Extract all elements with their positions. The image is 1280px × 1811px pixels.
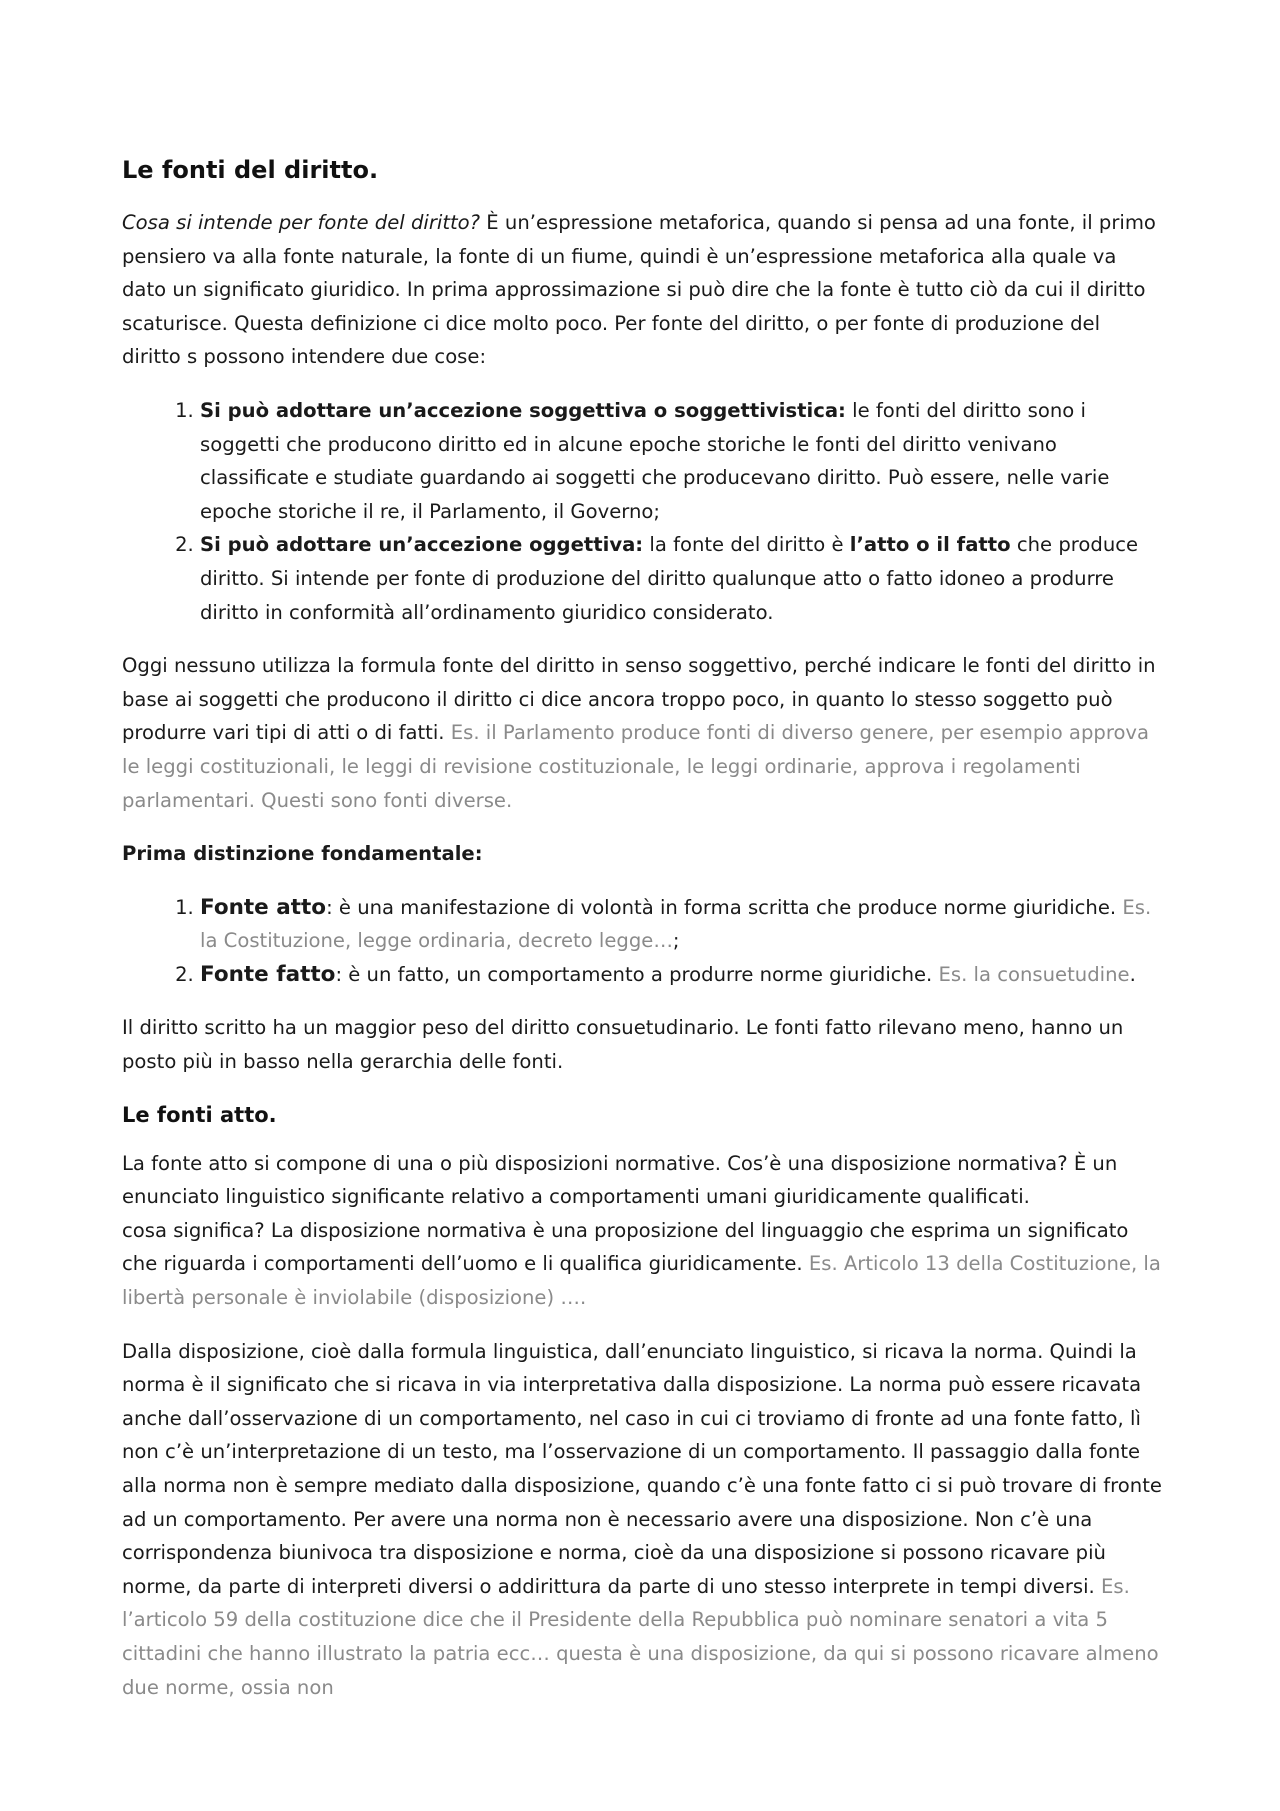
accezione-oggettiva-text: la fonte del diritto è [643,533,850,557]
accezione-oggettiva-label: Si può adottare un’accezione oggettiva: [200,533,644,557]
fonte-atto-example: Es. la Costituzione, legge ordinaria, decreto legge… [200,895,1152,953]
fonte-fatto-example: Es. la consuetudine [932,962,1130,986]
fonte-atto-text: : è una manifestazione di volontà in forma scritta che produce norme giuridiche. [326,895,1117,919]
dalla-example: Es. l’articolo 59 della costituzione dice che il Presidente della Repubblica può nominare senatori a vita 5 cittadini che hanno illustrato la patria ecc… questa è una disposizione, da qui si possono ricavare almeno due norme, ossia non [122,1574,1159,1699]
fonte-atto-tail: ; [672,929,680,953]
atto-line-1: La fonte atto si compone di una o più disposizioni normative. Cos’è una disposizione normativa? È un enunciato linguistico significante relativo a comportamenti umani giuridicamente qualificati. [122,1151,1118,1209]
oggi-example: Es. il Parlamento produce fonti di diverso genere, per esempio approva le leggi costituzionali, le leggi di revisione costituzionale, le leggi ordinarie, approva i regolamenti parlamentari. Questi sono fonti diverse. [122,721,1150,812]
list-item [200,958,1162,992]
atto-fatto-bold: l’atto o il fatto [849,533,1011,557]
accezione-oggettiva-text-end: che produce diritto. Si intende per fonte di produzione del diritto qualunque atto o fatto idoneo a produrre diritto in conformità all’ordinamento giuridico considerato. [200,533,1139,624]
accezione-soggettiva-label: Si può adottare un’accezione soggettiva o soggettivistica: [200,398,846,422]
intro-paragraph [122,206,1162,374]
intro-question: Cosa si intende per fonte del diritto? [122,211,481,234]
scritto-paragraph: Il diritto scritto ha un maggior peso del diritto consuetudinario. Le fonti fatto rilevano meno, hanno un posto più in basso nella gerarchia delle fonti. [122,1016,1124,1074]
fonte-fatto-text: : è un fatto, un comportamento a produrre norme giuridiche. [335,962,933,986]
atto-paragraph [122,1147,1162,1315]
fonte-fatto-tail: . [1129,962,1136,986]
fonte-atto-label: Fonte atto [200,894,327,920]
document-title: Le fonti del diritto. [122,156,379,184]
list-item [200,891,1162,958]
oggi-text: Oggi nessuno utilizza la formula fonte del diritto in senso soggettivo, perché indicare le fonti del diritto in base ai soggetti che producono il diritto ci dice ancora troppo poco, in quanto lo stesso soggetto può produrre vari tipi di atti o di fatti. [122,654,1156,745]
dalla-text: Dalla disposizione, cioè dalla formula linguistica, dall’enunciato linguistico, si ricava la norma. Quindi la norma è il significato che si ricava in via interpretativa dalla disposizione. La norma può essere ricavata anche dall’osservazione di un comportamento, nel caso in cui ci troviamo di fronte ad una fonte fatto, lì non c’è un’interpretazione di un testo, ma l’osservazione di un comportamento. Il passaggio dalla fonte alla norma non è sempre mediato dalla disposizione, quando c’è una fonte fatto ci si può trovare di fronte ad un comportamento. Per avere una norma non è necessario avere una disposizione. Non c’è una corrispondenza biunivoca tra disposizione e norma, cioè da una disposizione si possono ricavare più norme, da parte di interpreti diversi o addirittura da parte di uno stesso interprete in tempi diversi. [122,1339,1162,1598]
list-item [200,394,1162,528]
intro-text: È un’espressione metaforica, quando si pensa ad una fonte, il primo pensiero va alla fonte naturale, la fonte di un fiume, quindi è un’espressione metaforica alla quale va dato un significato giuridico. In prima approssimazione si può dire che la fonte è tutto ciò da cui il diritto scaturisce. Questa definizione ci dice molto poco. Per fonte del diritto, o per fonte di produzione del diritto s possono intendere due cose: [122,211,1156,369]
fonte-fatto-label: Fonte fatto [200,961,336,987]
list-item [200,528,1162,629]
section-title-fonti-atto: Le fonti atto. [122,1102,277,1127]
atto-line-2: cosa significa? La disposizione normativa è una proposizione del linguaggio che esprima un significato che riguarda i comportamenti dell’uomo e li qualifica giuridicamente. [122,1218,1129,1276]
accezione-soggettiva-text: le fonti del diritto sono i soggetti che producono diritto ed in alcune epoche storiche le fonti del diritto venivano classificate e studiate guardando ai soggetti che producevano diritto. Può essere, nelle varie epoche storiche il re, il Parlamento, il Governo; [200,398,1110,523]
dalla-paragraph [122,1335,1162,1705]
oggi-paragraph [122,649,1162,817]
distinzione-heading: Prima distinzione fondamentale: [122,842,483,866]
accezioni-list [122,394,1162,629]
atto-example: Es. Articolo 13 della Costituzione, la libertà personale è inviolabile (disposizione) …. [122,1252,1161,1310]
distinzione-list [122,891,1162,992]
